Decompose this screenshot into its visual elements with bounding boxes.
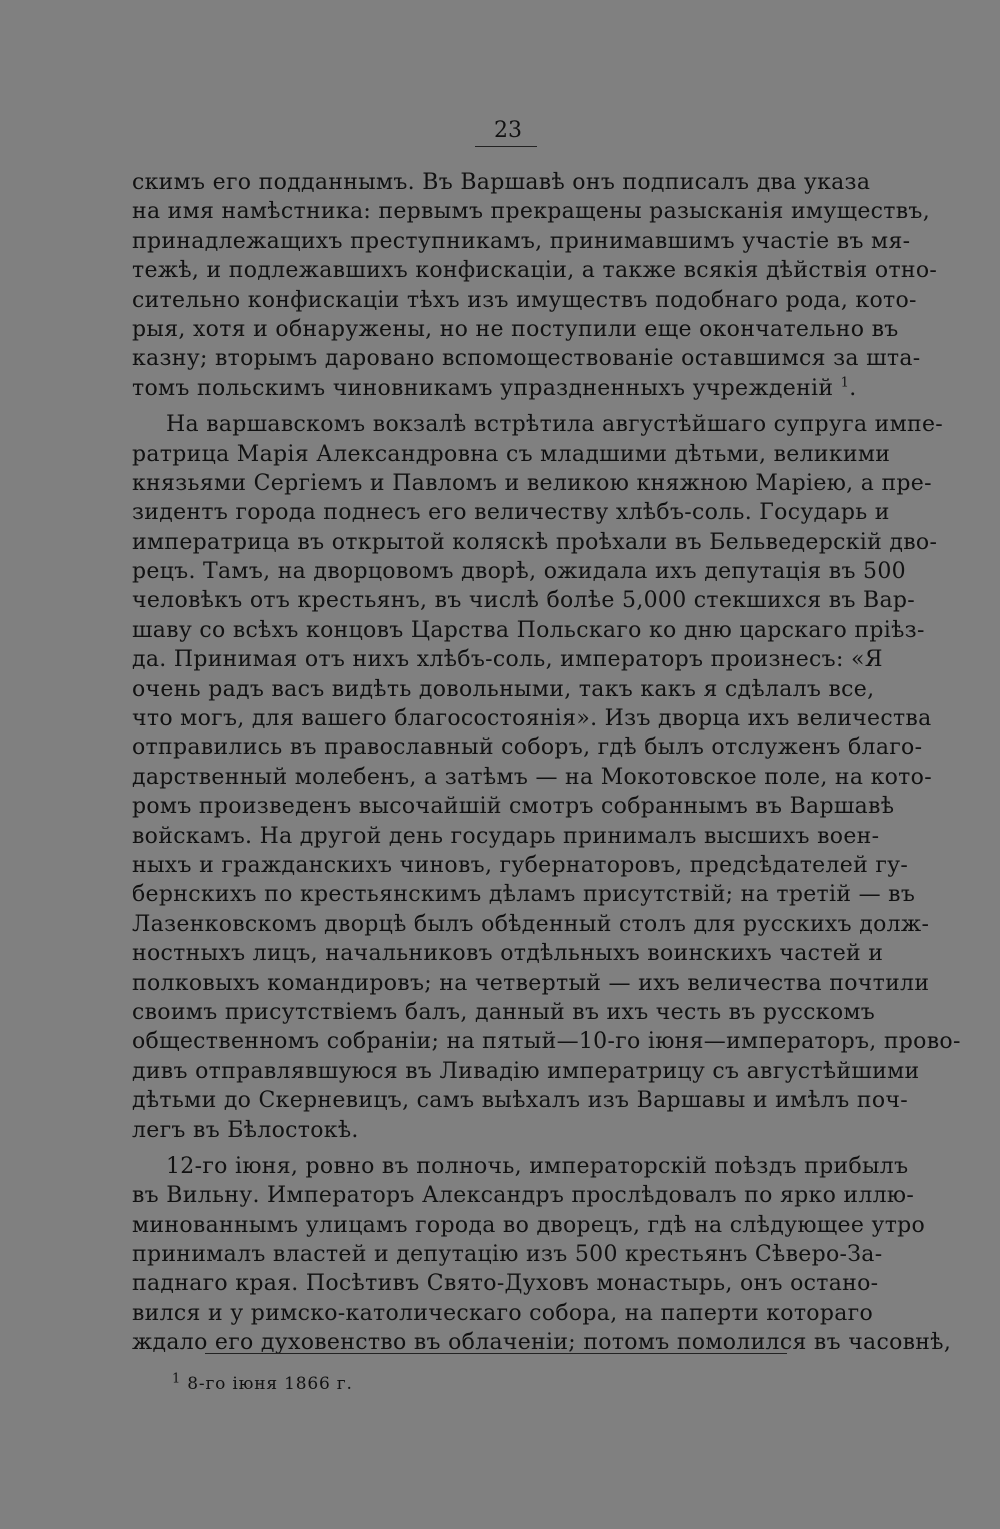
text-line: зидентъ города поднесъ его величеству хлѣбъ-соль. Государь и [132,500,890,526]
text-line: дивъ отправлявшуюся въ Ливадію императрицу съ августѣйшими [132,1058,920,1084]
text-line: ждало его духовенство въ облаченіи; потомъ помолился въ часовнѣ, [132,1330,952,1356]
text-line: сительно конфискаціи тѣхъ изъ имуществъ подобнаго рода, кото- [132,287,917,313]
text-line: императрица въ открытой коляскѣ проѣхали въ Бельведерскій дво- [132,529,938,555]
paragraph-1 [132,168,938,403]
text-line-last [132,374,862,403]
text-line: На варшавскомъ вокзалѣ встрѣтила августѣйшаго супруга импе- [166,412,944,438]
text-line: бернскихъ по крестьянскимъ дѣламъ присутствій; на третій — въ [132,882,916,908]
text-line: въ Вильну. Императоръ Александръ прослѣдовалъ по ярко иллю- [132,1183,915,1209]
text-line: войскамъ. На другой день государь принималъ высшихъ воен- [132,823,880,849]
paragraph-3 [132,1152,952,1358]
text-line: полковыхъ командировъ; на четвертый — ихъ величества почтили [132,970,930,996]
text-line: человѣкъ отъ крестьянъ, въ числѣ болѣе 5,000 стекшихся въ Вар- [132,588,916,614]
text-line: ныхъ и гражданскихъ чиновъ, губернаторовъ, предсѣдателей гу- [132,852,909,878]
text-line: своимъ присутствіемъ балъ, данный въ ихъ честь въ русскомъ [132,999,876,1025]
text-line: скимъ его подданнымъ. Въ Варшавѣ онъ подписалъ два указа [132,170,871,195]
text-line: ромъ произведенъ высочайшій смотръ собраннымъ въ Варшавѣ [132,794,895,820]
body-text [132,168,961,1358]
paragraph-2 [132,410,961,1145]
text-line: паднаго края. Посѣтивъ Свято-Духовъ монастырь, онъ остано- [132,1271,879,1297]
text-line: ратрица Марія Александровна съ младшими дѣтьми, великими [132,441,891,467]
text-line: общественномъ собраніи; на пятый—10-го іюня—императоръ, прово- [132,1029,961,1055]
text-line-last: легъ въ Бѣлостокѣ. [132,1117,359,1143]
text-line: отправились въ православный соборъ, гдѣ былъ отслуженъ благо- [132,735,923,761]
text-line: на имя намѣстника: первымъ прекращены разысканія имуществъ, [132,199,931,225]
footnote-reference: 1 [840,375,850,391]
text-line: рыя, хотя и обнаружены, но не поступили еще окончательно въ [132,316,899,342]
sentence-end: . [849,375,857,401]
page-number: 23 [494,118,522,143]
text-line: что могъ, для вашего благосостоянія». Изъ дворца ихъ величества [132,706,932,732]
text-line: вился и у римско-католическаго собора, на паперти котораго [132,1300,874,1326]
text-line-content: томъ польскимъ чиновникамъ упраздненныхъ учрежденій [132,375,834,401]
page-number-underline [475,146,537,147]
text-line: да. Принимая отъ нихъ хлѣбъ-соль, императоръ произнесъ: «Я [132,647,883,673]
text-line: ностныхъ лицъ, начальниковъ отдѣльныхъ воинскихъ частей и [132,941,884,967]
text-line: казну; вторымъ даровано вспомоществованіе оставшимся за шта- [132,346,921,372]
text-line: минованнымъ улицамъ города во дворецъ, гдѣ на слѣдующее утро [132,1212,926,1238]
text-line: принималъ властей и депутацію изъ 500 крестьянъ Сѣверо-За- [132,1242,883,1268]
text-line: очень радъ васъ видѣть довольными, такъ какъ я сдѣлалъ все, [132,676,875,702]
text-line: дѣтьми до Скерневицъ, самъ выѣхалъ изъ Варшавы и имѣлъ поч- [132,1088,908,1114]
footnote-separator [205,1353,787,1354]
text-line: тежѣ, и подлежавшихъ конфискаціи, а также всякія дѣйствія отно- [132,258,938,284]
footnote-text: 8-го іюня 1866 г. [187,1374,353,1394]
footnote [172,1373,353,1395]
text-line: Лазенковскомъ дворцѣ былъ обѣденный столъ для русскихъ долж- [132,911,930,937]
text-line: шаву со всѣхъ концовъ Царства Польскаго ко дню царскаго пріѣз- [132,617,925,643]
text-line: принадлежащихъ преступникамъ, принимавшимъ участіе въ мя- [132,228,911,254]
text-line: 12-го іюня, ровно въ полночь, императорскій поѣздъ прибылъ [166,1153,909,1179]
footnote-marker: 1 [172,1371,182,1387]
text-line: рецъ. Тамъ, на дворцовомъ дворѣ, ожидала ихъ депутація въ 500 [132,559,906,585]
text-line: князьями Сергіемъ и Павломъ и великою княжною Маріею, а пре- [132,470,932,496]
text-line: дарственный молебенъ, а затѣмъ — на Мокотовское поле, на кото- [132,764,932,790]
